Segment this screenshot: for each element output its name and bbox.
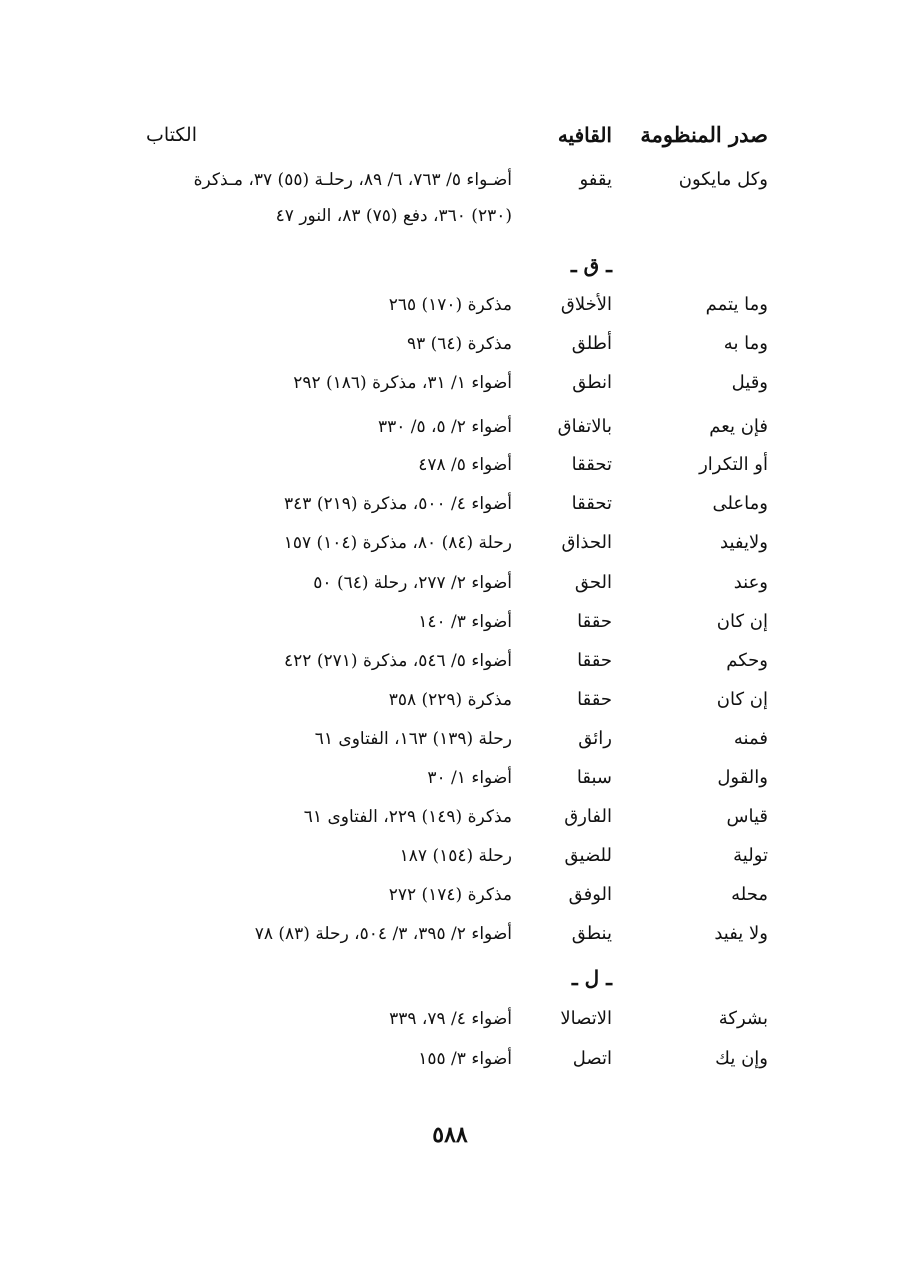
book-reference: رحلة (٨٤) ٨٠، مذكرة (١٠٤) ١٥٧ <box>283 533 512 553</box>
verse-start: وماعلى <box>712 493 768 514</box>
verse-start: تولية <box>733 845 768 866</box>
rhyme: رائق <box>578 728 612 749</box>
verse-start: وقيل <box>731 372 768 393</box>
table-row <box>0 324 900 364</box>
book-reference: أضواء ٢/ ٥، ٥/ ٣٣٠ <box>377 417 512 437</box>
book-reference: مذكرة (٢٢٩) ٣٥٨ <box>388 690 512 710</box>
book-reference: أضواء ١/ ٣٠ <box>427 768 512 788</box>
book-reference: أضواء ٣/ ١٥٥ <box>418 1049 512 1069</box>
table-row <box>0 719 900 759</box>
book-reference: رحلة (١٥٤) ١٨٧ <box>399 846 512 866</box>
table-row <box>0 160 900 200</box>
rhyme: الفارق <box>564 806 612 827</box>
table-row <box>0 999 900 1039</box>
verse-start: فمنه <box>733 728 768 749</box>
verse-start: وإن يك <box>715 1048 768 1069</box>
table-row <box>0 363 900 403</box>
table-row <box>0 641 900 681</box>
rhyme: للضيق <box>564 845 612 866</box>
book-reference: أضواء ٢/ ٢٧٧، رحلة (٦٤) ٥٠ <box>313 573 512 593</box>
table-row <box>0 407 900 447</box>
table-row <box>0 797 900 837</box>
rhyme: سبقا <box>576 767 612 788</box>
section-heading-lam <box>0 958 900 998</box>
rhyme: الأخلاق <box>560 294 612 315</box>
verse-start: أو التكرار <box>699 454 768 475</box>
verse-start: والقول <box>717 767 768 788</box>
book-reference: أضواء ٥/ ٥٤٦، مذكرة (٢٧١) ٤٢٢ <box>284 651 512 671</box>
book-reference: مذكرة (١٧٤) ٢٧٢ <box>388 885 512 905</box>
rhyme: الحق <box>574 572 612 593</box>
table-row <box>0 602 900 642</box>
verse-start: وكل مايكون <box>678 169 768 190</box>
verse-start: ولايفيد <box>720 532 768 553</box>
verse-start: إن كان <box>716 611 768 632</box>
section-letter: ـ ق ـ <box>570 253 612 277</box>
table-row-continuation <box>0 196 900 236</box>
rhyme: حققا <box>577 689 612 710</box>
page-number: ٥٨٨ <box>432 1122 468 1148</box>
rhyme: الحذاق <box>561 532 612 553</box>
table-row <box>0 523 900 563</box>
book-reference: أضواء ٤/ ٧٩، ٣٣٩ <box>389 1009 512 1029</box>
book-reference: أضواء ٤/ ٥٠٠، مذكرة (٢١٩) ٣٤٣ <box>284 494 512 514</box>
table-row <box>0 914 900 954</box>
verse-start: وما يتمم <box>705 294 768 315</box>
book-reference: أضواء ٣/ ١٤٠ <box>418 612 512 632</box>
header-verse-start: صدر المنظومة <box>640 122 768 147</box>
book-reference: أضواء ٢/ ٣٩٥، ٣/ ٥٠٤، رحلة (٨٣) ٧٨ <box>254 924 512 944</box>
rhyme: أطلق <box>571 333 612 354</box>
table-header <box>0 115 900 155</box>
verse-start: بشركة <box>718 1008 768 1029</box>
table-row <box>0 875 900 915</box>
rhyme: حققا <box>577 650 612 671</box>
book-reference-continued: (٢٣٠) ٣٦٠، دفع (٧٥) ٨٣، النور ٤٧ <box>275 206 512 226</box>
rhyme: الاتصالا <box>560 1008 612 1029</box>
rhyme: الوفق <box>568 884 612 905</box>
rhyme: تحققا <box>571 454 612 475</box>
verse-start: محله <box>731 884 768 905</box>
table-row <box>0 563 900 603</box>
book-reference: مذكرة (١٧٠) ٢٦٥ <box>388 295 512 315</box>
table-row <box>0 680 900 720</box>
book-reference: أضواء ١/ ٣١، مذكرة (١٨٦) ٢٩٢ <box>293 373 512 393</box>
verse-start: ولا يفيد <box>714 923 768 944</box>
rhyme: ينطق <box>571 923 612 944</box>
verse-start: وحكم <box>726 650 768 671</box>
section-letter: ـ ل ـ <box>571 966 612 990</box>
section-heading-qaf <box>0 245 900 285</box>
header-rhyme: القافيه <box>557 123 612 147</box>
verse-start: إن كان <box>716 689 768 710</box>
verse-start: وعند <box>733 572 768 593</box>
book-reference: أضـواء ٥/ ٧٦٣، ٦/ ٨٩، رحلـة (٥٥) ٣٧، مـذكرة <box>193 170 512 190</box>
verse-start: قياس <box>726 806 768 827</box>
verse-start: فإن يعم <box>709 416 768 437</box>
table-row <box>0 836 900 876</box>
rhyme: بالاتفاق <box>557 416 612 437</box>
rhyme: اتصل <box>572 1048 612 1069</box>
rhyme: تحققا <box>571 493 612 514</box>
table-row <box>0 484 900 524</box>
table-row <box>0 285 900 325</box>
table-row <box>0 758 900 798</box>
header-book: الكتاب <box>146 124 197 146</box>
rhyme: حققا <box>577 611 612 632</box>
table-row <box>0 1039 900 1079</box>
verse-start: وما به <box>723 333 768 354</box>
book-reference: مذكرة (٦٤) ٩٣ <box>406 334 512 354</box>
rhyme: انطق <box>572 372 612 393</box>
rhyme: يقفو <box>579 169 612 190</box>
book-reference: أضواء ٥/ ٤٧٨ <box>418 455 512 475</box>
book-reference: مذكرة (١٤٩) ٢٢٩، الفتاوى ٦١ <box>303 807 512 827</box>
table-row <box>0 445 900 485</box>
book-reference: رحلة (١٣٩) ١٦٣، الفتاوى ٦١ <box>314 729 512 749</box>
